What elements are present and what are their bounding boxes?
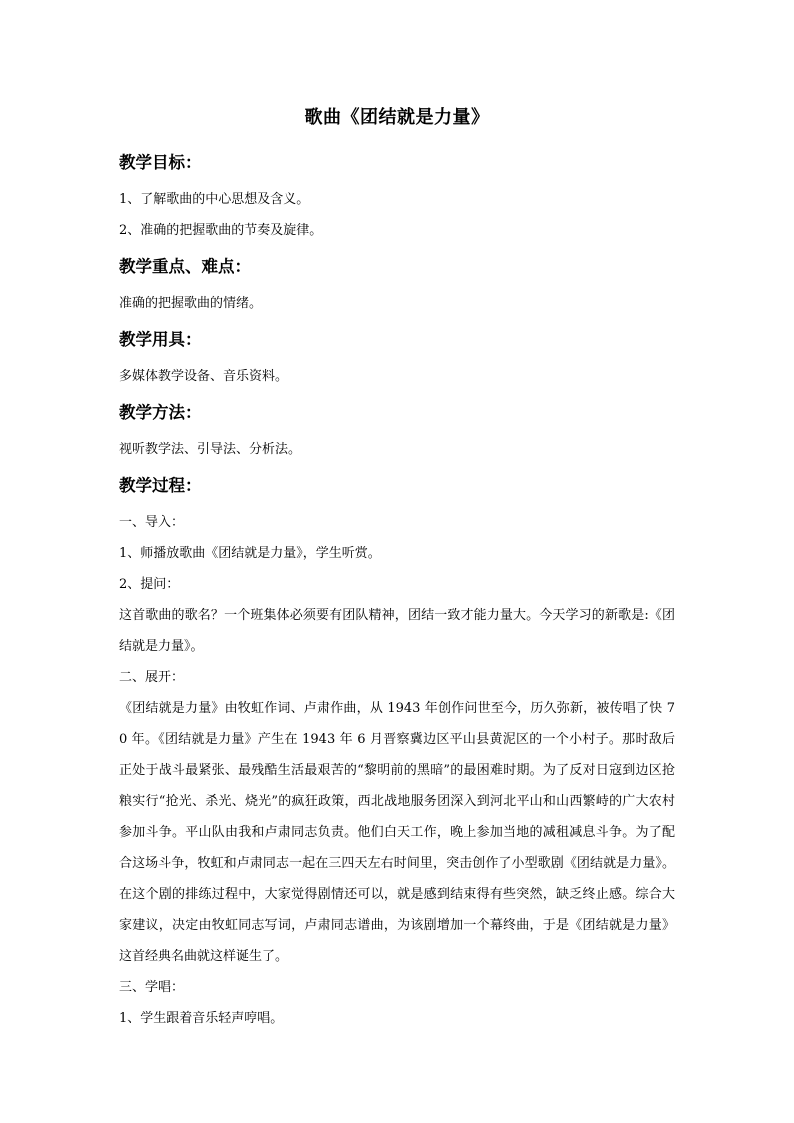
process-learn-step-1: 1、学生跟着音乐轻声哼唱。 — [119, 1011, 284, 1026]
process-learn-label: 三、学唱： — [119, 980, 185, 995]
methods-heading: 教学方法： — [119, 403, 202, 422]
process-expand-label: 二、展开： — [119, 670, 185, 685]
objectives-heading: 教学目标： — [119, 153, 202, 172]
objective-item-1: 1、了解歌曲的中心思想及含义。 — [119, 192, 310, 207]
document-title: 歌曲《团结就是力量》 — [304, 107, 490, 128]
process-step-question: 2、提问： — [119, 577, 180, 592]
tools-heading: 教学用具： — [119, 330, 202, 349]
key-points-heading: 教学重点、难点： — [119, 257, 251, 276]
process-step-play-song: 1、师播放歌曲《团结就是力量》，学生听赏。 — [119, 546, 381, 561]
tools-text: 多媒体教学设备、音乐资料。 — [119, 369, 289, 384]
methods-text: 视听教学法、引导法、分析法。 — [119, 442, 302, 457]
objective-item-2: 2、准确的把握歌曲的节奏及旋律。 — [119, 223, 323, 238]
key-points-text: 准确的把握歌曲的情绪。 — [119, 296, 263, 311]
process-question-text: 这首歌曲的歌名？一个班集体必须要有团队精神，团结一致才能力量大。今天学习的新歌是:《团结就是力量》。 — [119, 608, 675, 654]
document-body — [119, 104, 675, 1034]
process-intro-label: 一、导入： — [119, 515, 185, 530]
process-background-paragraph: 《团结就是力量》由牧虹作词、卢肃作曲，从 1943 年创作问世至今，历久弥新，被传唱了快 70 年。《团结就是力量》产生在 1943 年 6 月晋察冀边区平山县黄泥区的一个小村子。那时敌后正处于战斗最紧张、最残酷生活最艰苦的“黎明前的黑暗”的最困难时期。为了反对日寇到边区抢粮实行“抢光、杀光、烧光”的疯狂政策，西北战地服务团深入到河北平山和山西繁峙的广大农村参加斗争。平山队由我和卢肃同志负责。他们白天工作，晚上参加当地的减租减息斗争。为了配合这场斗争，牧虹和卢肃同志一起在三四天左右时间里，突击创作了小型歌剧《团结就是力量》。在这个剧的排练过程中，大家觉得剧情还可以，就是感到结束得有些突然，缺乏终止感。综合大家建议，决定由牧虹同志写词，卢肃同志谱曲，为该剧增加一个幕终曲，于是《团结就是力量》这首经典名曲就这样诞生了。 — [119, 701, 675, 964]
process-heading: 教学过程： — [119, 476, 202, 495]
